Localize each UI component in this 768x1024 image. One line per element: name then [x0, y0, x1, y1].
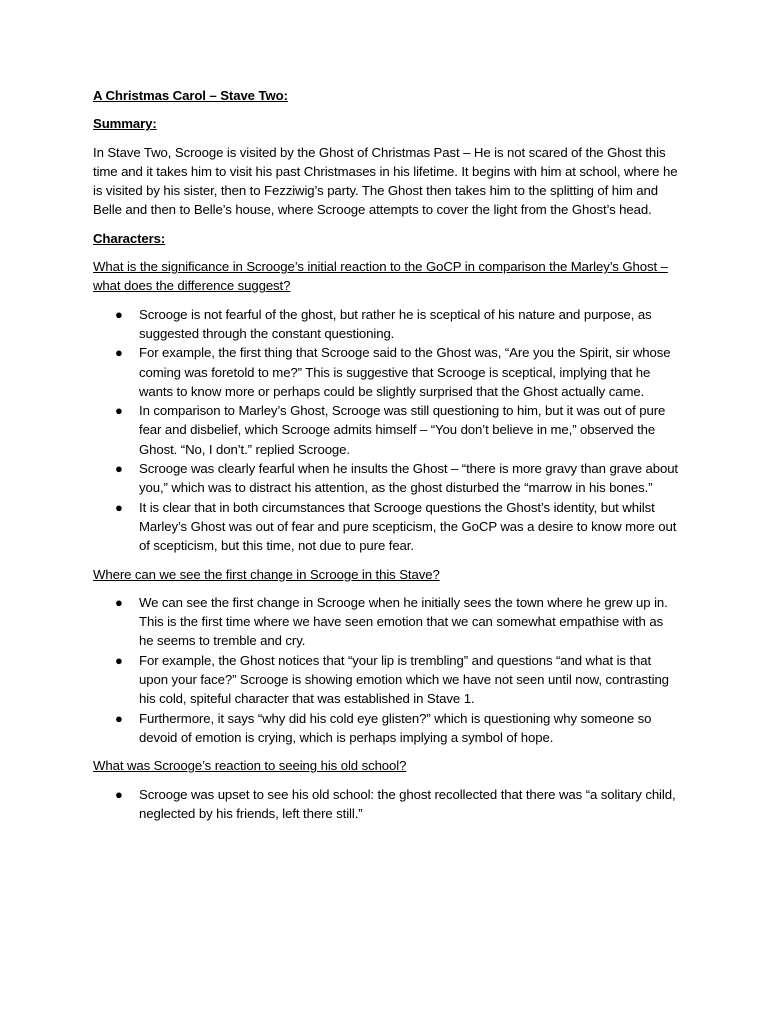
- bullet-icon: ●: [115, 594, 123, 610]
- list-item-text: It is clear that in both circumstances that Scrooge questions the Ghost’s identity, but whilst Marley’s Ghost was out of fear and pure scepticism, the GoCP was a desire to know more out of scepticism, but this time, not due to pure fear.: [139, 499, 677, 554]
- document-page: [93, 86, 678, 832]
- list-item: [93, 305, 678, 344]
- bullet-icon: ●: [115, 403, 123, 419]
- question-significance: What is the significance in Scrooge’s initial reaction to the GoCP in comparison the Marley’s Ghost – what does the difference suggest?: [93, 259, 668, 294]
- question-old-school: What was Scrooge’s reaction to seeing his old school?: [93, 758, 407, 774]
- document-title: A Christmas Carol – Stave Two:: [93, 88, 288, 103]
- list-item: [93, 709, 678, 748]
- bullet-icon: ●: [115, 652, 123, 668]
- list-item-text: In comparison to Marley’s Ghost, Scrooge was still questioning to him, but it was out of pure fear and disbelief, which Scrooge admits himself – “You don’t believe in me,” observed the Ghost. “No, I don’t.” replied Scrooge.: [139, 403, 666, 457]
- list-item-text: For example, the Ghost notices that “your lip is trembling” and questions “and what is that upon your face?” Scrooge is showing emotion which we have not seen until now, contrasting his cold, spiteful character that was established in Stave 1.: [139, 652, 669, 707]
- bullet-icon: ●: [115, 786, 123, 802]
- list-item-text: For example, the first thing that Scrooge said to the Ghost was, “Are you the Spirit, sir whose coming was foretold to me?” This is suggestive that Scrooge is sceptical, implying that he wants to know more or perhaps could be slightly surprised that the Ghost actually came.: [139, 345, 671, 399]
- list-item: [93, 343, 678, 401]
- bullet-icon: ●: [115, 345, 123, 361]
- characters-heading: Characters:: [93, 230, 166, 246]
- bullet-icon: ●: [115, 499, 123, 515]
- bullet-icon: ●: [115, 306, 123, 322]
- list-item-text: Scrooge was upset to see his old school: the ghost recollected that there was “a solitary child, neglected by his friends, left there still.”: [139, 786, 676, 821]
- summary-paragraph: In Stave Two, Scrooge is visited by the Ghost of Christmas Past – He is not scared of the Ghost this time and it takes him to visit his past Christmases in his lifetime. It begins with him at school, where he is visited by his sister, then to Fezziwig’s party. The Ghost then takes him to the splitting of him and Belle and then to Belle’s house, where Scrooge attempts to cover the light from the Ghost’s head.: [93, 144, 678, 218]
- bullet-list: [93, 785, 678, 824]
- list-item: [93, 401, 678, 459]
- list-item: [93, 498, 678, 556]
- list-item-text: Scrooge was clearly fearful when he insults the Ghost – “there is more gravy than grave about you,” which was to distract his attention, as the ghost disturbed the “marrow in his bones.”: [139, 461, 678, 496]
- bullet-list: [93, 593, 678, 747]
- bullet-list: [93, 305, 678, 556]
- bullet-icon: ●: [115, 710, 123, 726]
- list-item-text: We can see the first change in Scrooge when he initially sees the town where he grew up in. This is the first time where we have seen emotion that we can somewhat empathise with as he seems to tremble and cry.: [139, 594, 668, 649]
- list-item: [93, 651, 678, 709]
- list-item: [93, 785, 678, 824]
- list-item-text: Scrooge is not fearful of the ghost, but rather he is sceptical of his nature and purpose, as suggested through the constant questioning.: [139, 306, 652, 341]
- summary-heading: Summary:: [93, 116, 157, 132]
- list-item: [93, 459, 678, 498]
- question-first-change: Where can we see the first change in Scrooge in this Stave?: [93, 566, 440, 582]
- list-item: [93, 593, 678, 651]
- list-item-text: Furthermore, it says “why did his cold eye glisten?” which is questioning why someone so devoid of emotion is crying, which is perhaps implying a symbol of hope.: [139, 710, 652, 745]
- bullet-icon: ●: [115, 461, 123, 477]
